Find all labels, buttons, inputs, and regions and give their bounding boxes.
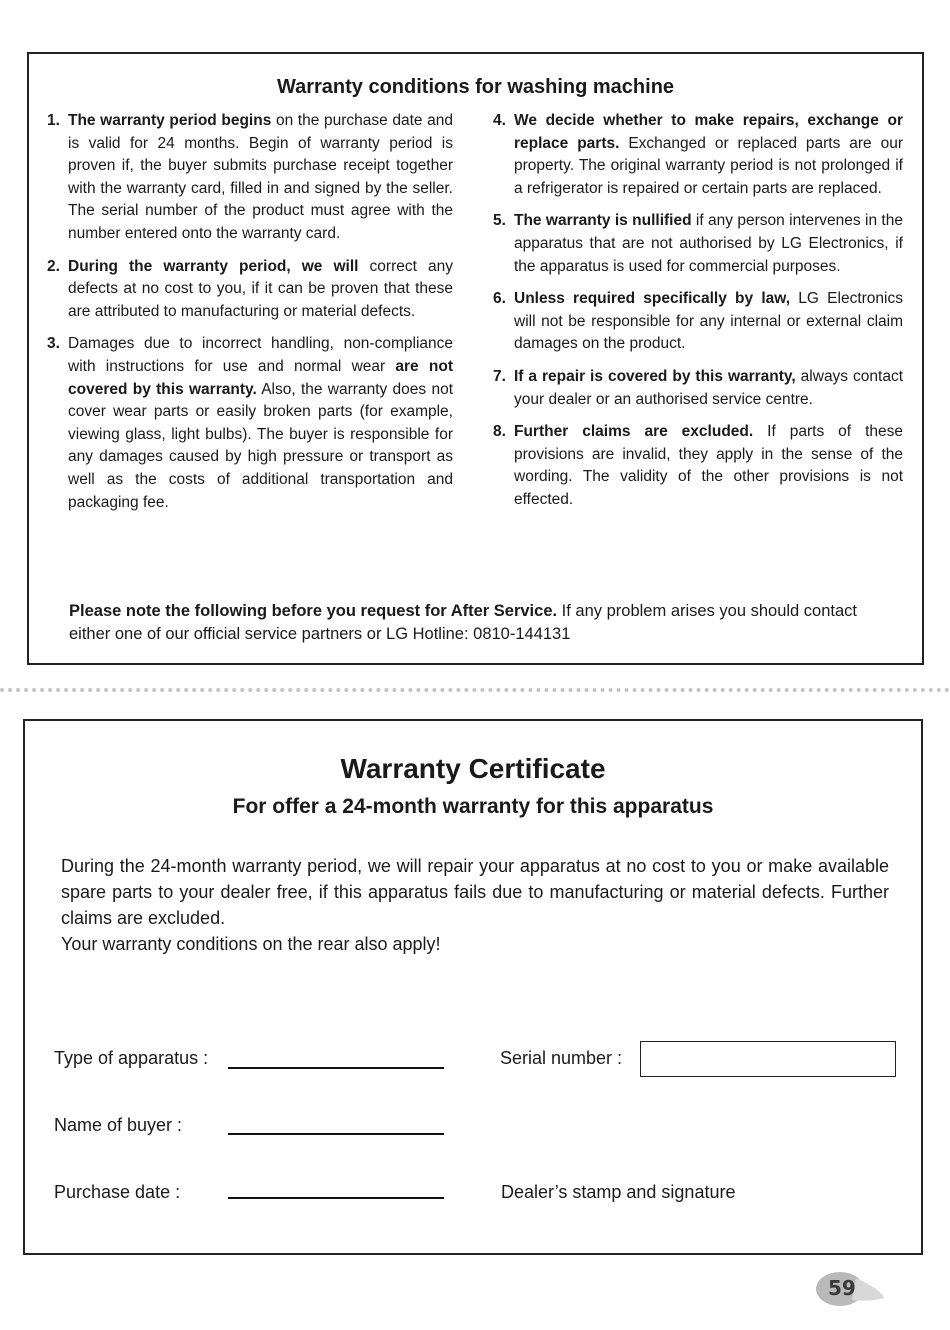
condition-bold: Unless required specifically by law, bbox=[514, 290, 791, 308]
after-service-note-bold: Please note the following before you request for After Service. bbox=[69, 602, 558, 620]
condition-number: 3. bbox=[47, 335, 60, 353]
condition-number: 4. bbox=[493, 112, 506, 129]
condition-item-7 bbox=[493, 366, 903, 411]
condition-number: 1. bbox=[47, 112, 60, 129]
condition-number: 6. bbox=[493, 290, 506, 308]
name-of-buyer-field[interactable] bbox=[228, 1133, 444, 1135]
condition-text: Also, the warranty does not cover wear parts or easily broken parts (for example, viewing glass, light bulbs). The buyer is responsible for any damages caused by high pressure or transport as well as the costs of additional transportation and packaging fee. bbox=[68, 380, 454, 511]
conditions-left-column bbox=[47, 110, 453, 524]
conditions-right-column bbox=[493, 110, 903, 522]
purchase-date-field[interactable] bbox=[228, 1197, 444, 1199]
certificate-subtitle: For offer a 24-month warranty for this apparatus bbox=[232, 795, 714, 818]
condition-item-8 bbox=[493, 421, 903, 511]
condition-bold: We decide whether to make repairs, exchange or replace parts. bbox=[514, 112, 903, 152]
page-number: 59 bbox=[828, 1276, 856, 1300]
condition-text: Exchanged or replaced parts are our property. The original warranty period is not prolonged if a refrigerator is repaired or certain parts are replaced. bbox=[514, 134, 903, 197]
condition-number: 8. bbox=[493, 423, 506, 441]
condition-bold: If a repair is covered by this warranty, bbox=[514, 367, 796, 385]
condition-text-pre: Damages due to incorrect handling, non-compliance with instructions for use and normal wear bbox=[68, 335, 453, 375]
dealer-stamp-label: Dealer’s stamp and signature bbox=[501, 1182, 736, 1202]
condition-text: LG Electronics will not be responsible for any internal or external claim damages on the product. bbox=[514, 290, 903, 353]
name-of-buyer-label: Name of buyer : bbox=[54, 1115, 183, 1135]
warranty-conditions-box bbox=[27, 52, 924, 665]
condition-bold: Further claims are excluded. bbox=[514, 423, 754, 441]
condition-bold: The warranty is nullified bbox=[514, 212, 692, 230]
condition-item-1 bbox=[47, 110, 453, 246]
condition-text: if any person intervenes in the apparatus that are not authorised by LG Electronics, if the apparatus is used for commercial purposes. bbox=[514, 212, 903, 275]
warranty-certificate-box bbox=[23, 719, 923, 1255]
certificate-title: Warranty Certificate bbox=[340, 753, 606, 784]
certificate-body bbox=[61, 853, 889, 957]
serial-number-label: Serial number : bbox=[500, 1048, 623, 1068]
condition-item-6 bbox=[493, 288, 903, 356]
certificate-body-rear-note: Your warranty conditions on the rear also apply! bbox=[61, 934, 441, 954]
type-of-apparatus-label: Type of apparatus : bbox=[54, 1048, 209, 1068]
after-service-note bbox=[69, 600, 889, 646]
certificate-body-paragraph: During the 24-month warranty period, we will repair your apparatus at no cost to you or make available spare parts to your dealer free, if this apparatus fails due to manufacturing or material defects. Further claims are excluded. bbox=[61, 856, 889, 928]
warranty-conditions-title: Warranty conditions for washing machine bbox=[276, 76, 675, 98]
condition-item-5 bbox=[493, 210, 903, 278]
condition-bold: The warranty period begins bbox=[68, 112, 272, 129]
condition-text: on the purchase date and is valid for 24 months. Begin of warranty period is proven if, the buyer submits purchase receipt together with the warranty card, filled in and signed by the seller. The serial number of the product must agree with the number entered onto the warranty card. bbox=[68, 112, 453, 242]
condition-item-2 bbox=[47, 256, 453, 324]
condition-item-4 bbox=[493, 110, 903, 200]
condition-number: 2. bbox=[47, 257, 60, 275]
purchase-date-label: Purchase date : bbox=[54, 1182, 181, 1202]
condition-text: If parts of these provisions are invalid, they apply in the sense of the wording. The validity of the other provisions is not effected. bbox=[514, 423, 903, 508]
condition-number: 5. bbox=[493, 212, 506, 230]
dotted-cut-line bbox=[0, 688, 950, 692]
condition-item-3 bbox=[47, 333, 453, 514]
condition-bold: are not covered by this warranty. bbox=[68, 357, 453, 398]
type-of-apparatus-field[interactable] bbox=[228, 1067, 444, 1069]
after-service-note-text: If any problem arises you should contact either one of our official service partners or LG Hotline: 0810-144131 bbox=[69, 602, 858, 643]
condition-number: 7. bbox=[493, 367, 506, 385]
condition-bold: During the warranty period, we will bbox=[68, 257, 359, 275]
condition-text: always contact your dealer or an authorised service centre. bbox=[514, 367, 903, 408]
condition-text: correct any defects at no cost to you, if it can be proven that these are attributed to manufacturing or material defects. bbox=[68, 257, 453, 320]
serial-number-field[interactable] bbox=[640, 1041, 896, 1077]
